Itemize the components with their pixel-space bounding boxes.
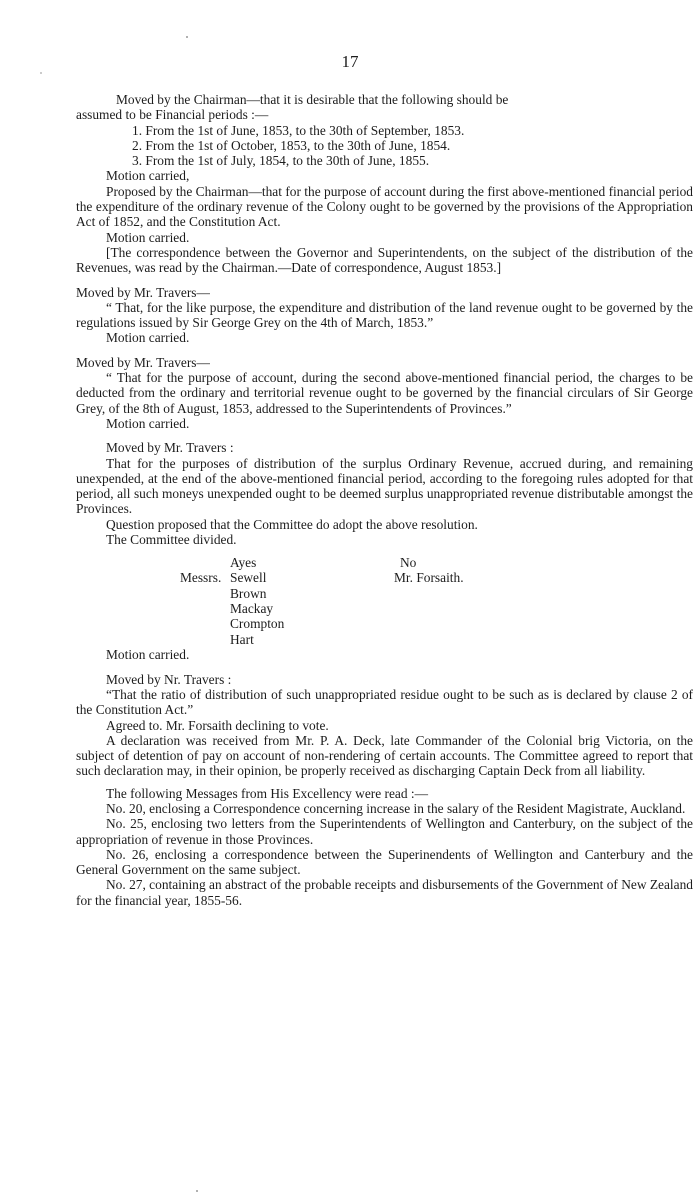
period-item: 1. From the 1st of June, 1853, to the 30th of September, 1853. <box>132 122 465 138</box>
motion-result: Motion carried. <box>106 647 190 663</box>
paragraph: [The correspondence between the Governor and Superintendents, on the subject of the distribution of the Revenues, was read by the Chairman.—Date of correspondence, August 1853.] <box>76 244 693 276</box>
message-item: No. 20, enclosing a Correspondence concerning increase in the salary of the Resident Magistrate, Auckland. <box>106 800 686 816</box>
messages-intro: The following Messages from His Excellency were read :— <box>106 785 429 801</box>
paragraph: “ That for the purpose of account, during the second above-mentioned financial period, the charges to be deducted from the ordinary and territorial revenue ought to be governed by the financial circulars of Sir George Grey, of the 8th of August, 1853, addressed to the Superintendents of Provinces.” <box>76 370 693 416</box>
division-line: The Committee divided. <box>106 532 237 548</box>
agreed-line: Agreed to. Mr. Forsaith declining to vote. <box>106 717 329 733</box>
paragraph: That for the purposes of distribution of the surplus Ordinary Revenue, accrued during, and remaining unexpended, at the end of the above-mentioned financial period, according to the foregoing rules adopted for that period, all such moneys unexpended ought to be deemed surplus unappropriated revenue distributable amongst the Provinces. <box>76 455 693 517</box>
paragraph: “That the ratio of distribution of such unappropriated residue ought to be such as is declared by clause 2 of the Constitution Act.” <box>76 686 693 718</box>
motion-line: assumed to be Financial periods :— <box>76 107 269 123</box>
motion-result: Motion carried. <box>106 330 190 346</box>
paragraph: A declaration was received from Mr. P. A. Deck, late Commander of the Colonial brig Victoria, on the subject of detention of pay on account of non-rendering of certain accounts. The Committee agreed to report that such declaration may, in their opinion, be properly received as discharging Captain Deck from all liability. <box>76 732 693 779</box>
aye-name: Brown <box>230 585 267 601</box>
message-item: No. 27, containing an abstract of the probable receipts and disbursements of the Government of New Zealand for the financial year, 1855-56. <box>76 877 693 908</box>
aye-name: Hart <box>230 631 254 647</box>
ayes-heading: Ayes <box>230 555 257 571</box>
motion-result: Motion carried, <box>106 168 190 184</box>
message-item: No. 26, enclosing a correspondence between the Superinendents of Wellington and Canterbury and the General Government on the same subject. <box>76 846 693 878</box>
speck-mark <box>196 1190 198 1192</box>
motion-result: Motion carried. <box>106 229 190 245</box>
motion-result: Motion carried. <box>106 415 190 431</box>
question-line: Question proposed that the Committee do adopt the above resolution. <box>106 516 478 532</box>
speck-mark <box>40 72 42 74</box>
no-heading: No <box>400 555 417 571</box>
period-item: 3. From the 1st of July, 1854, to the 30th of June, 1855. <box>132 153 430 169</box>
mover-line: Moved by Mr. Travers : <box>106 440 234 456</box>
messrs-label: Messrs. <box>180 570 222 586</box>
page-number: 17 <box>341 52 359 71</box>
division-list <box>76 555 693 645</box>
message-item: No. 25, enclosing two letters from the Superintendents of Wellington and Canterbury, on the subject of the appropriation of revenue in those Provinces. <box>76 816 693 847</box>
ayes-list <box>230 570 284 646</box>
page-body <box>76 92 693 908</box>
aye-name: Mackay <box>230 600 274 616</box>
aye-name: Crompton <box>230 616 285 632</box>
period-item: 2. From the 1st of October, 1853, to the 30th of June, 1854. <box>132 137 451 153</box>
mover-line: Moved by Mr. Travers— <box>76 354 210 370</box>
no-name: Mr. Forsaith. <box>394 570 464 586</box>
mover-line: Moved by Mr. Travers— <box>76 284 210 300</box>
paragraph: Proposed by the Chairman—that for the purpose of account during the first above-mentioned financial period the expenditure of the ordinary revenue of the Colony ought to be governed by the provisions of the Appropriation Act of 1852, and the Constitution Act. <box>76 183 693 230</box>
motion-line: Moved by the Chairman—that it is desirable that the following should be <box>116 92 509 107</box>
speck-mark <box>186 36 188 38</box>
paragraph: “ That, for the like purpose, the expenditure and distribution of the land revenue ought to be governed by the regulations issued by Sir George Grey on the 4th of March, 1853.” <box>76 299 693 331</box>
aye-name: Sewell <box>230 570 267 586</box>
mover-line: Moved by Nr. Travers : <box>106 671 232 687</box>
